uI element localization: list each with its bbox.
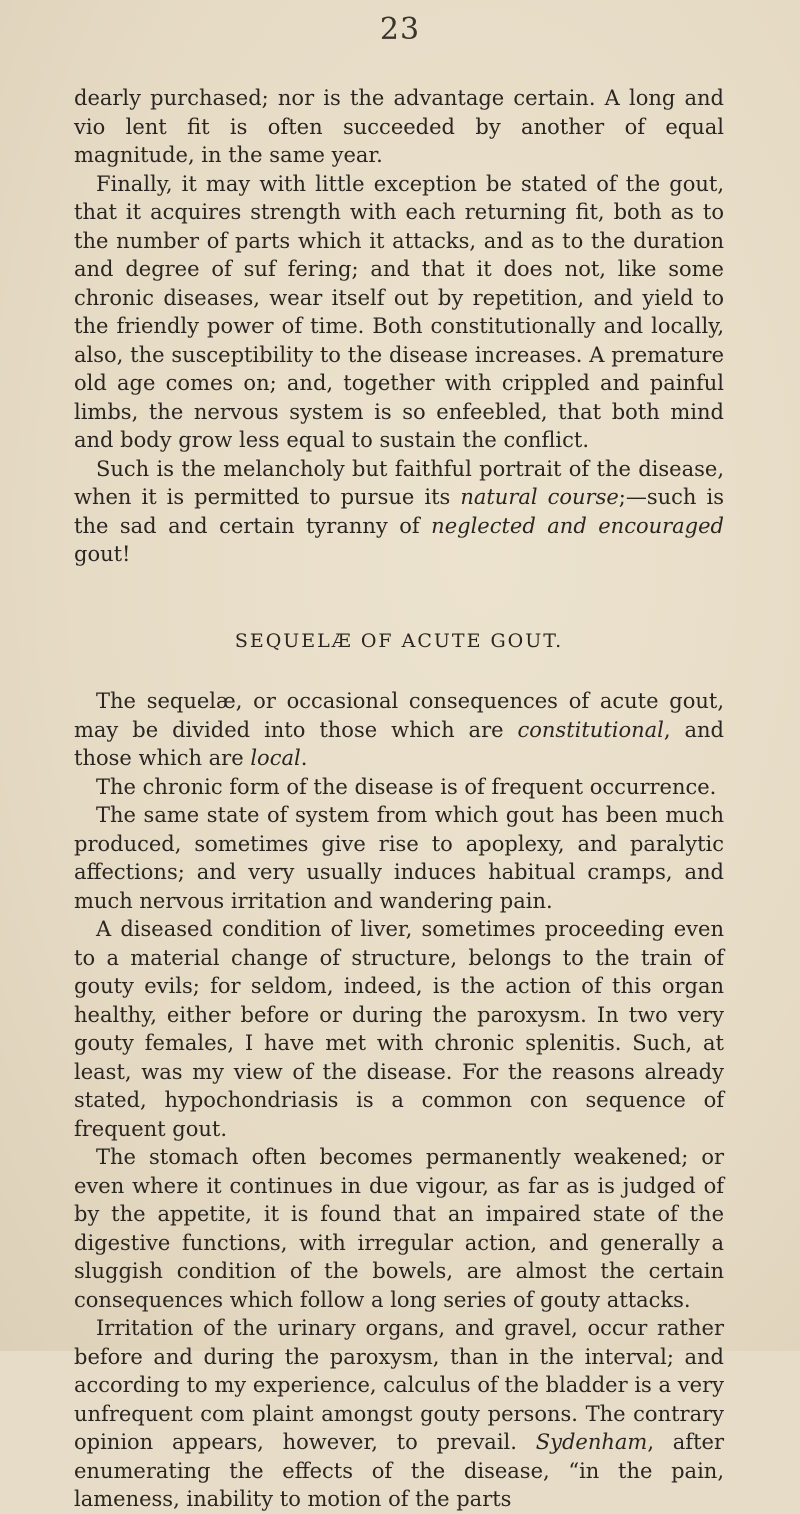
paragraph: Finally, it may with little exception be stated of the gout, that it acquires strength with each returning fit, both as to the number of parts which it attacks, and as to the duration and degree of suf fering; and that it does not, like some chronic diseases, wear itself out by repetition, and yield to the friendly power of time. Both constitutionally and locally, also, the susceptibility to the disease increases. A premature old age comes on; and, together with crippled and painful limbs, the nervous system is so enfeebled, that both mind and body grow less equal to sustain the conflict.	[74, 171, 724, 452]
section-heading: SEQUELÆ OF ACUTE GOUT.	[234, 629, 564, 652]
paragraph: dearly purchased; nor is the advantage certain. A long and vio lent fit is often succeeded by another of equal magnitude, in the same year.	[74, 86, 724, 167]
italic-text: natural course	[460, 485, 619, 509]
paragraph: The chronic form of the disease is of frequent occurrence.	[96, 774, 717, 799]
text-run: Such is the melancholy but faithful portrait of the disease, when it is permitted to pursue its	[74, 456, 724, 509]
paragraph: The same state of system from which gout has been much produced, sometimes give rise to apoplexy, and paralytic affections; and very usually induces habitual cramps, and much nervous irritation and wandering pain.	[74, 803, 724, 913]
paragraph	[74, 455, 724, 569]
paragraph: The stomach often becomes permanently weakened; or even where it continues in due vigour, as far as is judged of by the appetite, it is found that an impaired state of the digestive functions, with irregular action, and generally a sluggish condition of the bowels, are almost the certain consequences which follow a long series of gouty attacks.	[74, 1145, 724, 1312]
italic-text: constitutional	[517, 717, 664, 742]
text-run: .	[300, 746, 308, 770]
text-run: , and those which are	[74, 717, 725, 770]
italic-text: Sydenham	[535, 1430, 648, 1454]
paragraph	[74, 687, 724, 773]
italic-text: neglected and encouraged	[431, 513, 724, 538]
text-run: The sequelæ, or occasional consequences of acute gout, may be divided into those which are	[74, 689, 724, 742]
italic-text: local	[250, 746, 301, 770]
page-number: 23	[379, 12, 421, 47]
text-run: , after enumerating the effects of the disease, “in the pain, lameness, inability to motion of the parts	[74, 1430, 724, 1511]
text-run: gout!	[74, 542, 131, 566]
paragraph	[74, 1314, 724, 1514]
text-run: ;—such is the sad and certain tyranny of	[74, 485, 724, 538]
text-run: Irritation of the urinary organs, and gravel, occur rather before and during the paroxysm, than in the interval; and according to my experience, calculus of the bladder is a very unfrequent com plaint amongst gouty persons. The contrary opinion appears, however, to prevail.	[74, 1316, 724, 1454]
page-body	[74, 84, 724, 1514]
paragraph: A diseased condition of liver, sometimes proceeding even to a material change of structure, belongs to the train of gouty evils; for seldom, indeed, is the action of this organ healthy, either before or during the paroxysm. In two very gouty females, I have met with chronic splenitis. Such, at least, was my view of the disease. For the reasons already stated, hypochondriasis is a common con sequence of frequent gout.	[74, 917, 724, 1141]
